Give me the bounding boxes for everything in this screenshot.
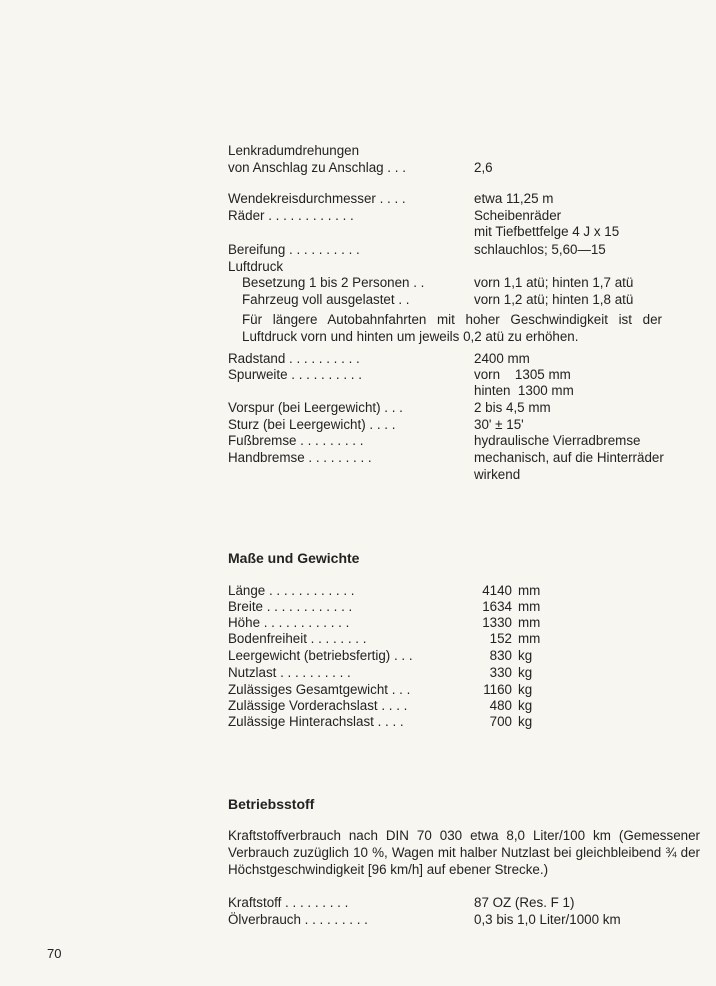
spec-value: hydraulische Vierradbremse [474, 433, 641, 448]
spec-row [228, 274, 688, 291]
spec-row [228, 449, 688, 466]
fuel-row [228, 894, 688, 911]
spec-row [228, 258, 688, 275]
measure-row [228, 681, 688, 698]
spec-row [228, 142, 688, 159]
spec-row [228, 159, 688, 176]
measure-value: 830 [489, 648, 512, 663]
measure-unit: mm [518, 583, 541, 598]
spec-label: von Anschlag zu Anschlag . . . [228, 160, 406, 175]
spec-value: mit Tiefbettfelge 4 J x 15 [474, 224, 620, 239]
spec-label: Radstand . . . . . . . . . . [228, 351, 360, 366]
measure-value: 1330 [482, 615, 512, 630]
spec-value: hinten 1300 mm [474, 383, 574, 398]
spec-row [228, 399, 688, 416]
spec-row [228, 223, 688, 240]
measure-label: Bodenfreiheit . . . . . . . . [228, 631, 367, 646]
measure-label: Zulässige Hinterachslast . . . . [228, 714, 404, 729]
spec-label: Luftdruck [228, 259, 284, 274]
measure-row [228, 598, 688, 615]
spec-label: Vorspur (bei Leergewicht) . . . [228, 400, 403, 415]
spec-value: 2,6 [474, 160, 493, 175]
spec-value: vorn 1305 mm [474, 367, 571, 382]
spec-value: 30' ± 15' [474, 417, 524, 432]
measure-unit: kg [518, 698, 533, 713]
spec-label: Fußbremse . . . . . . . . . [228, 433, 364, 448]
spec-value: etwa 11,25 m [474, 191, 554, 206]
spec-row [228, 350, 688, 367]
measure-row [228, 630, 688, 647]
measure-unit: kg [518, 665, 533, 680]
measure-row [228, 582, 688, 599]
spec-label: Räder . . . . . . . . . . . . [228, 208, 354, 223]
measure-value: 1160 [483, 682, 512, 697]
measure-unit: mm [518, 631, 541, 646]
fuel-label: Kraftstoff . . . . . . . . . [228, 895, 349, 910]
fuel-label: Ölverbrauch . . . . . . . . . [228, 912, 368, 927]
spec-row [228, 291, 688, 308]
measure-unit: mm [518, 615, 541, 630]
spec-label: Handbremse . . . . . . . . . [228, 450, 372, 465]
measure-row [228, 647, 688, 664]
measure-row [228, 697, 688, 714]
spec-label: Fahrzeug voll ausgelastet . . [242, 292, 410, 307]
spec-label: Lenkradumdrehungen [228, 143, 360, 158]
spec-row [228, 432, 688, 449]
measure-value: 1634 [482, 599, 512, 614]
measure-label: Höhe . . . . . . . . . . . . [228, 615, 350, 630]
measure-row [228, 713, 688, 730]
spec-row [228, 190, 688, 207]
fuel-row [228, 911, 688, 928]
spec-label: Bereifung . . . . . . . . . . [228, 242, 360, 257]
measure-unit: kg [518, 682, 533, 697]
measure-unit: mm [518, 599, 541, 614]
spec-value: mechanisch, auf die Hinterräder [474, 450, 664, 465]
spec-row [228, 207, 688, 224]
measure-value: 152 [489, 631, 512, 646]
measure-label: Zulässiges Gesamtgewicht . . . [228, 682, 411, 697]
measure-row [228, 664, 688, 681]
fuel-consumption-paragraph: Kraftstoffverbrauch nach DIN 70 030 etwa 8,0 Liter/100 km (Gemessener Verbrauch zuzüglich 10 %, Wagen mit halber Nutzlast bei gleichbleibend ¾ der Höchstgeschwindigkeit [96 km/h] auf ebener Strecke.) [228, 828, 700, 877]
measure-label: Zulässige Vorderachslast . . . . [228, 698, 408, 713]
spec-row [228, 366, 688, 383]
spec-row [228, 241, 688, 258]
spec-value: 2 bis 4,5 mm [474, 400, 551, 415]
section-heading-betriebsstoff: Betriebsstoff [228, 796, 315, 812]
spec-row [228, 382, 688, 399]
spec-row [228, 466, 688, 483]
spec-row [228, 416, 688, 433]
spec-label: Spurweite . . . . . . . . . . [228, 367, 362, 382]
spec-value: wirkend [474, 467, 521, 482]
page-number: 70 [47, 946, 62, 961]
measure-label: Breite . . . . . . . . . . . . [228, 599, 353, 614]
measure-value: 330 [489, 665, 512, 680]
measure-unit: kg [518, 648, 533, 663]
measure-value: 4140 [482, 583, 512, 598]
measure-label: Nutzlast . . . . . . . . . . [228, 665, 351, 680]
measure-value: 700 [489, 714, 512, 729]
spec-value: Scheibenräder [474, 208, 562, 223]
measure-unit: kg [518, 714, 533, 729]
spec-label: Besetzung 1 bis 2 Personen . . [242, 275, 425, 290]
fuel-value: 87 OZ (Res. F 1) [474, 895, 575, 910]
section-heading-masse: Maße und Gewichte [228, 550, 360, 566]
spec-value: schlauchlos; 5,60—15 [474, 242, 606, 257]
measure-label: Leergewicht (betriebsfertig) . . . [228, 648, 413, 663]
measure-value: 480 [489, 698, 512, 713]
fuel-value: 0,3 bis 1,0 Liter/1000 km [474, 912, 621, 927]
spec-value: vorn 1,2 atü; hinten 1,8 atü [474, 292, 634, 307]
measure-row [228, 614, 688, 631]
spec-label: Sturz (bei Leergewicht) . . . . [228, 417, 396, 432]
measure-label: Länge . . . . . . . . . . . . [228, 583, 355, 598]
spec-value: vorn 1,1 atü; hinten 1,7 atü [474, 275, 634, 290]
spec-label: Wendekreisdurchmesser . . . . [228, 191, 406, 206]
pressure-note: Für längere Autobahnfahrten mit hoher Geschwindigkeit ist der Luftdruck vorn und hinten um jeweils 0,2 atü zu erhöhen. [242, 312, 662, 344]
spec-value: 2400 mm [474, 351, 530, 366]
